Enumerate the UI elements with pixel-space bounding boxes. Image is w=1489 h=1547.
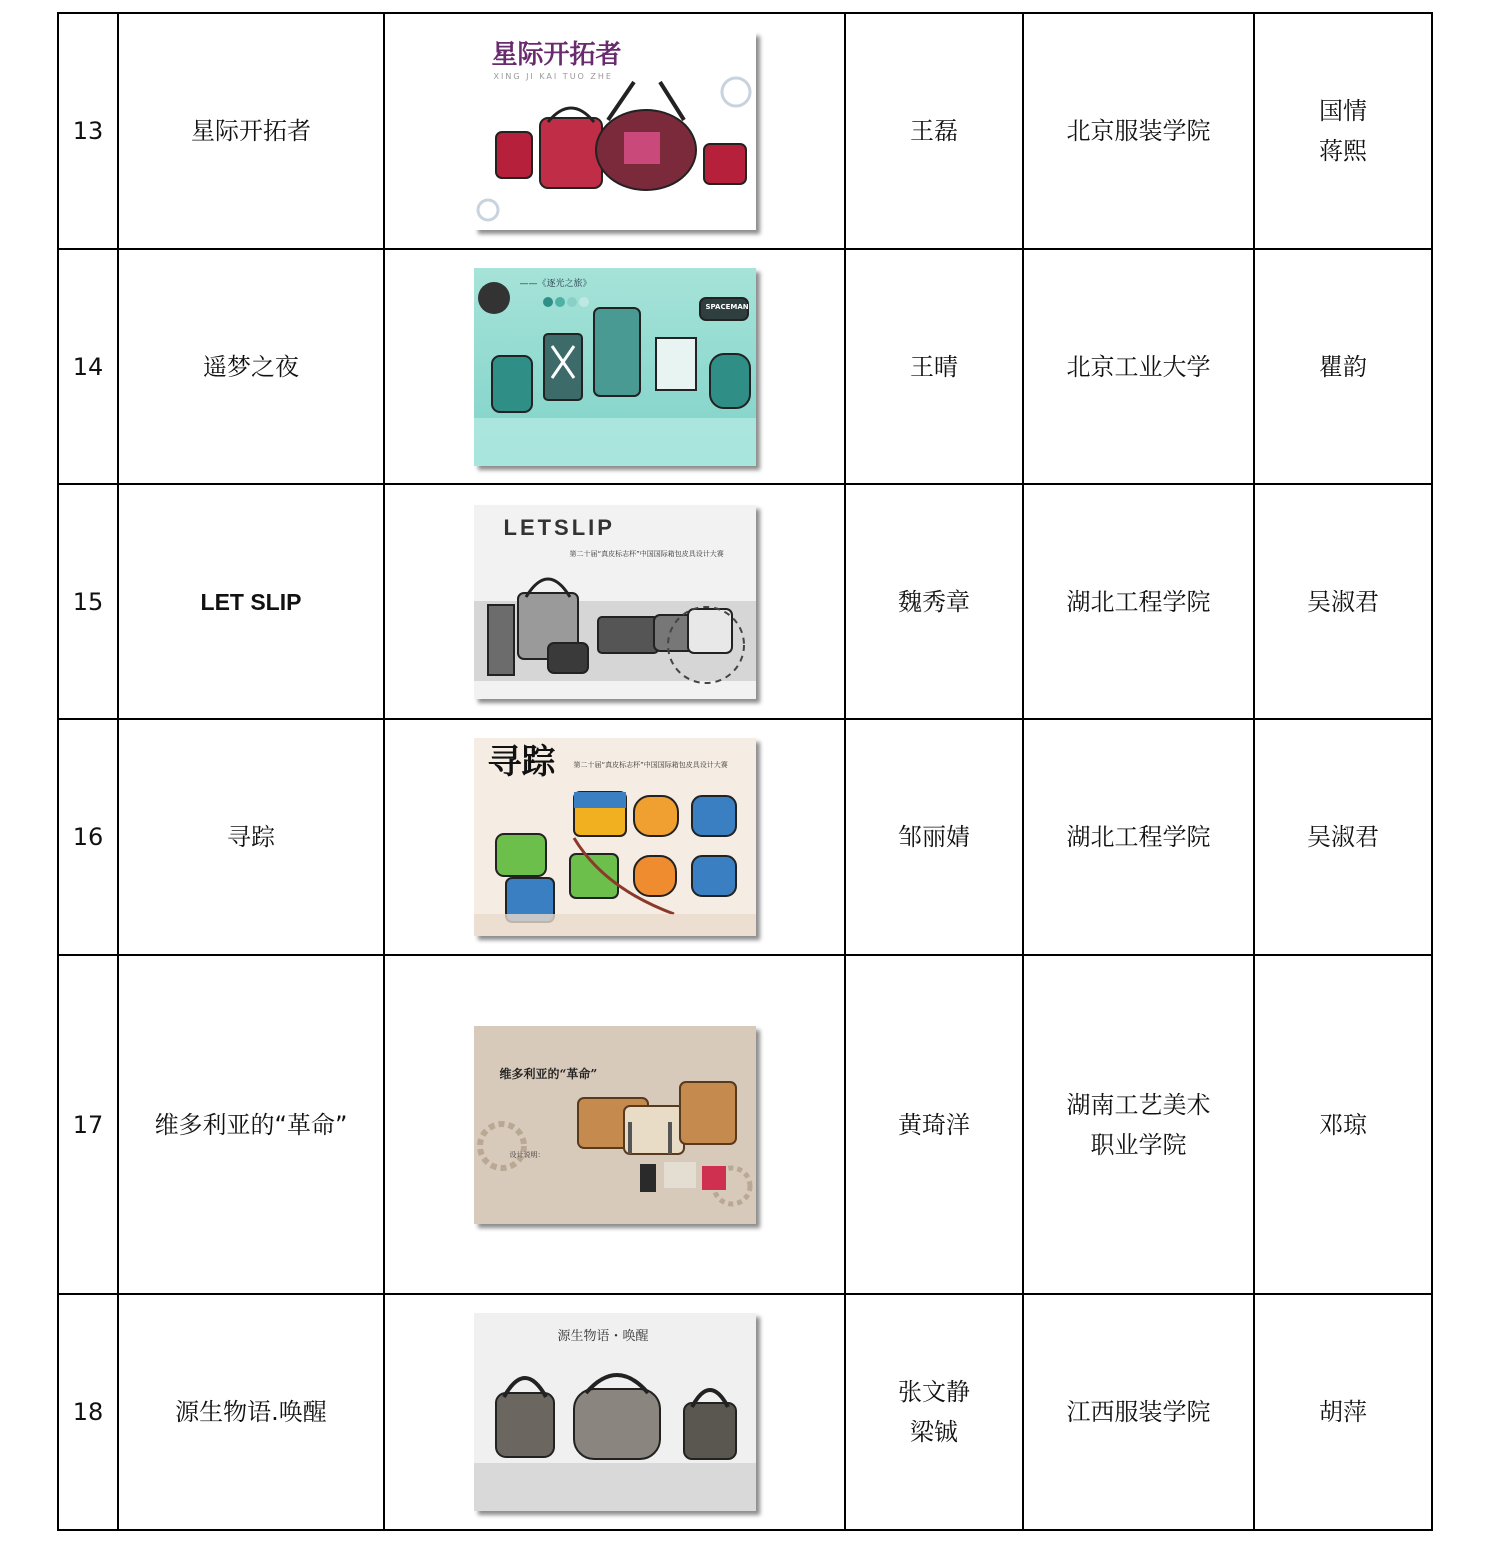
table-row (58, 955, 1432, 1294)
thumb-subcaption: 第二十届“真皮标志杯”中国国际箱包皮具设计大赛 (573, 761, 728, 769)
thumb-caption: 星际开拓者 (491, 40, 622, 70)
work-thumbnail-cell (384, 249, 845, 484)
work-title: 源生物语.唤醒 (118, 1294, 384, 1530)
advisor: 邓琼 (1254, 955, 1432, 1294)
school: 湖南工艺美术 职业学院 (1023, 955, 1254, 1294)
designer: 邹丽婧 (845, 719, 1023, 955)
row-number: 18 (58, 1294, 118, 1530)
work-title: 星际开拓者 (118, 13, 384, 249)
work-thumbnail (474, 1313, 756, 1511)
designer: 魏秀章 (845, 484, 1023, 719)
work-thumbnail (474, 1026, 756, 1224)
work-thumbnail (474, 268, 756, 466)
advisor: 吴淑君 (1254, 719, 1432, 955)
school: 江西服装学院 (1023, 1294, 1254, 1530)
thumb-subcaption: XING JI KAI TUO ZHE (493, 72, 613, 81)
designer: 王磊 (845, 13, 1023, 249)
thumb-label: SPACEMAN (705, 302, 749, 311)
work-thumbnail-cell (384, 13, 845, 249)
school: 北京服装学院 (1023, 13, 1254, 249)
bag-illustration (474, 1026, 756, 1224)
work-thumbnail-cell (384, 955, 845, 1294)
row-number: 14 (58, 249, 118, 484)
work-thumbnail-cell (384, 719, 845, 955)
advisor: 吴淑君 (1254, 484, 1432, 719)
advisor: 瞿韵 (1254, 249, 1432, 484)
bag-illustration (474, 268, 756, 466)
designer: 王晴 (845, 249, 1023, 484)
row-number: 15 (58, 484, 118, 719)
table-row (58, 719, 1432, 955)
table-row (58, 484, 1432, 719)
thumb-caption: 维多利亚的“革命” (499, 1066, 598, 1081)
table-row (58, 1294, 1432, 1530)
thumb-subcaption: 第二十届“真皮标志杯”中国国际箱包皮具设计大赛 (569, 549, 724, 558)
work-title: 维多利亚的“革命” (118, 955, 384, 1294)
designer: 张文静 梁铖 (845, 1294, 1023, 1530)
thumb-subcaption: 设计说明： (509, 1150, 545, 1159)
designer: 黄琦洋 (845, 955, 1023, 1294)
table-row (58, 13, 1432, 249)
row-number: 17 (58, 955, 118, 1294)
thumb-caption: 寻踪 (487, 742, 556, 782)
row-number: 16 (58, 719, 118, 955)
school: 北京工业大学 (1023, 249, 1254, 484)
work-title: LET SLIP (118, 484, 384, 719)
school: 湖北工程学院 (1023, 484, 1254, 719)
work-thumbnail (474, 32, 756, 230)
advisor: 国情 蒋熙 (1254, 13, 1432, 249)
row-number: 13 (58, 13, 118, 249)
work-thumbnail-cell (384, 484, 845, 719)
work-thumbnail (474, 738, 756, 936)
work-thumbnail-cell (384, 1294, 845, 1530)
work-title: 遥梦之夜 (118, 249, 384, 484)
school: 湖北工程学院 (1023, 719, 1254, 955)
awards-table (57, 12, 1433, 1531)
thumb-caption: ——《逐光之旅》 (519, 278, 592, 289)
work-title: 寻踪 (118, 719, 384, 955)
thumb-caption: LETSLIP (503, 514, 615, 540)
thumb-caption: 源生物语・唤醒 (557, 1329, 649, 1344)
work-thumbnail (474, 505, 756, 699)
advisor: 胡萍 (1254, 1294, 1432, 1530)
table-row (58, 249, 1432, 484)
